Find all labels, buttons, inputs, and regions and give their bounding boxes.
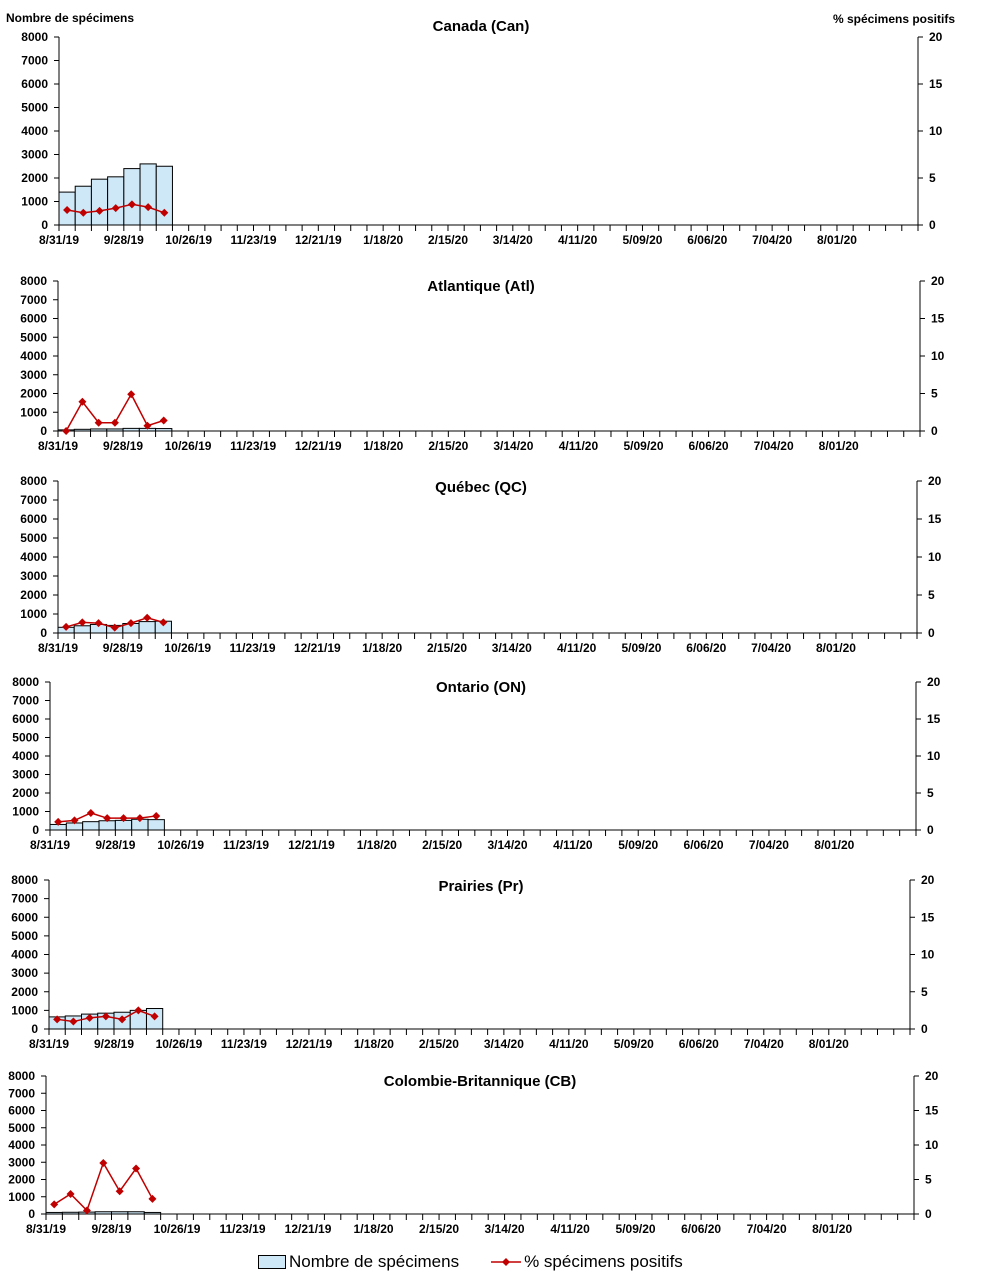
left-tick-label: 6000: [11, 910, 38, 925]
left-tick-label: 4000: [8, 1138, 35, 1152]
x-tick-label: 6/06/20: [686, 641, 727, 655]
right-tick-label: 0: [931, 424, 938, 438]
left-tick-label: 0: [28, 1207, 35, 1221]
right-tick-label: 15: [931, 311, 945, 326]
x-tick-label: 12/21/19: [294, 439, 342, 453]
legend-item-bars: [258, 1252, 459, 1272]
x-tick-label: 4/11/20: [550, 1222, 590, 1236]
x-tick-label: 1/18/20: [362, 641, 403, 655]
x-tick-label: 5/09/20: [615, 1222, 656, 1236]
x-tick-label: 10/26/19: [157, 838, 205, 852]
left-tick-label: 2000: [11, 984, 38, 999]
x-tick-label: 9/28/19: [103, 233, 144, 247]
left-tick-label: 0: [40, 626, 47, 640]
chart-panel-1: [21, 18, 942, 247]
left-tick-label: 8000: [20, 474, 47, 488]
right-tick-label: 0: [925, 1207, 932, 1221]
x-tick-label: 9/28/19: [102, 641, 143, 655]
x-tick-label: 6/06/20: [678, 1037, 719, 1051]
left-tick-label: 4000: [20, 349, 47, 363]
left-tick-label: 5000: [11, 928, 38, 943]
left-tick-label: 4000: [21, 124, 48, 138]
x-tick-label: 3/14/20: [493, 439, 534, 453]
x-tick-label: 10/26/19: [164, 641, 212, 655]
percent-point: [127, 390, 135, 398]
x-tick-label: 8/01/20: [816, 233, 857, 247]
left-tick-label: 2000: [20, 386, 47, 401]
percent-point: [78, 618, 86, 626]
chart-title: Québec (QC): [435, 479, 527, 496]
right-tick-label: 5: [927, 786, 934, 800]
x-tick-label: 8/31/19: [38, 233, 80, 247]
x-tick-label: 11/23/19: [230, 233, 277, 247]
x-tick-label: 12/21/19: [294, 233, 342, 247]
left-tick-label: 8000: [21, 30, 48, 44]
x-tick-label: 7/04/20: [743, 1037, 784, 1051]
x-tick-label: 5/09/20: [618, 838, 659, 852]
x-tick-label: 8/31/19: [37, 439, 79, 453]
chart-panel-4: [12, 675, 940, 852]
left-tick-label: 6000: [20, 311, 47, 326]
left-tick-label: 5000: [20, 330, 47, 345]
x-tick-label: 4/11/20: [557, 233, 598, 247]
x-tick-label: 8/31/19: [29, 838, 71, 852]
x-tick-label: 7/04/20: [753, 439, 794, 453]
left-tick-label: 2000: [21, 171, 48, 185]
left-tick-label: 3000: [20, 569, 47, 583]
x-tick-label: 11/23/19: [229, 641, 276, 655]
left-tick-label: 1000: [12, 804, 39, 819]
left-tick-label: 2000: [8, 1172, 35, 1187]
right-tick-label: 15: [925, 1103, 939, 1118]
left-tick-label: 8000: [8, 1069, 35, 1083]
legend-line-swatch: [491, 1255, 521, 1269]
x-tick-label: 2/15/20: [428, 439, 469, 453]
chart-panel-6: [8, 1069, 938, 1236]
right-tick-label: 10: [925, 1138, 939, 1152]
percent-point: [111, 419, 119, 427]
left-tick-label: 6000: [12, 712, 39, 726]
left-tick-label: 0: [32, 823, 39, 837]
bar-mark: [139, 622, 155, 633]
x-tick-label: 2/15/20: [426, 641, 468, 655]
bar-mark: [75, 186, 91, 225]
left-tick-label: 1000: [8, 1189, 35, 1204]
left-tick-label: 4000: [12, 749, 39, 763]
x-tick-label: 6/06/20: [681, 1222, 722, 1236]
x-tick-label: 10/26/19: [155, 1037, 203, 1051]
left-tick-label: 3000: [8, 1155, 35, 1170]
left-tick-label: 2000: [20, 588, 47, 602]
percent-point: [87, 809, 95, 817]
right-tick-label: 20: [927, 675, 941, 689]
right-tick-label: 15: [927, 712, 941, 726]
left-tick-label: 0: [31, 1022, 38, 1036]
chart-panel-5: [11, 873, 934, 1051]
left-tick-label: 1000: [21, 194, 48, 209]
x-tick-label: 11/23/19: [223, 838, 270, 852]
right-tick-label: 5: [925, 1172, 932, 1187]
right-tick-label: 20: [929, 30, 943, 44]
percent-point: [148, 1195, 156, 1203]
legend-label-bars: Nombre de spécimens: [289, 1252, 460, 1271]
x-tick-label: 9/28/19: [95, 838, 136, 852]
right-tick-label: 5: [929, 171, 936, 185]
right-tick-label: 10: [927, 749, 941, 763]
left-tick-label: 5000: [8, 1120, 35, 1135]
x-tick-label: 4/11/20: [556, 641, 597, 655]
left-tick-label: 1000: [11, 1003, 38, 1018]
x-tick-label: 3/14/20: [491, 641, 532, 655]
legend: [258, 1250, 683, 1274]
left-tick-label: 7000: [21, 53, 48, 68]
left-tick-label: 2000: [12, 786, 39, 800]
x-tick-label: 3/14/20: [492, 233, 533, 247]
x-tick-label: 4/11/20: [549, 1037, 589, 1051]
x-tick-label: 8/01/20: [815, 641, 856, 655]
x-tick-label: 11/23/19: [220, 1037, 267, 1051]
x-tick-label: 10/26/19: [165, 233, 213, 247]
left-tick-label: 3000: [21, 147, 48, 162]
x-tick-label: 5/09/20: [621, 641, 662, 655]
x-tick-label: 4/11/20: [553, 838, 593, 852]
right-tick-label: 0: [921, 1022, 928, 1036]
legend-bar-swatch: [258, 1255, 286, 1269]
x-tick-label: 6/06/20: [683, 838, 724, 852]
percent-point: [143, 614, 151, 622]
bar-mark: [83, 822, 99, 830]
percent-point: [160, 417, 168, 425]
x-tick-label: 3/14/20: [484, 1222, 525, 1236]
x-tick-label: 1/18/20: [353, 1037, 394, 1051]
left-tick-label: 6000: [8, 1103, 35, 1118]
x-tick-label: 3/14/20: [483, 1037, 524, 1051]
x-tick-label: 6/06/20: [688, 439, 729, 453]
bar-mark: [148, 820, 164, 830]
x-tick-label: 1/18/20: [363, 439, 404, 453]
chart-title: Colombie-Britannique (CB): [383, 1073, 577, 1090]
bar-mark: [140, 164, 156, 225]
percent-point: [50, 1200, 58, 1208]
percent-point: [99, 1159, 107, 1167]
legend-label-line: % spécimens positifs: [524, 1252, 683, 1271]
left-axis-title: Nombre de spécimens: [6, 11, 135, 25]
x-tick-label: 12/21/19: [288, 838, 335, 852]
left-tick-label: 7000: [12, 693, 39, 708]
x-tick-label: 8/31/19: [37, 641, 79, 655]
x-tick-label: 9/28/19: [93, 1037, 135, 1051]
right-tick-label: 20: [921, 873, 935, 887]
percent-point: [152, 812, 160, 820]
left-tick-label: 3000: [20, 367, 47, 382]
left-tick-label: 4000: [20, 550, 47, 564]
x-tick-label: 8/01/20: [808, 1037, 849, 1051]
left-tick-label: 5000: [12, 730, 39, 745]
left-tick-label: 5000: [21, 100, 48, 115]
right-tick-label: 15: [928, 512, 942, 526]
bar-mark: [91, 179, 107, 225]
right-tick-label: 5: [921, 984, 928, 999]
x-tick-label: 8/31/19: [28, 1037, 70, 1051]
right-axis-title: % spécimens positifs: [832, 12, 955, 26]
right-tick-label: 20: [925, 1069, 939, 1083]
left-tick-label: 0: [40, 424, 47, 438]
left-tick-label: 5000: [20, 531, 47, 545]
right-tick-label: 15: [929, 77, 943, 91]
left-tick-label: 3000: [12, 767, 39, 782]
x-tick-label: 12/21/19: [293, 641, 341, 655]
right-tick-label: 20: [928, 474, 942, 488]
chart-title: Canada (Can): [432, 18, 530, 35]
x-tick-label: 6/06/20: [687, 233, 728, 247]
left-tick-label: 7000: [20, 292, 47, 307]
left-tick-label: 6000: [20, 512, 47, 526]
left-tick-label: 7000: [20, 493, 47, 507]
x-tick-label: 12/21/19: [285, 1037, 333, 1051]
right-tick-label: 10: [931, 349, 945, 363]
x-tick-label: 10/26/19: [164, 439, 212, 453]
x-tick-label: 2/15/20: [422, 838, 463, 852]
left-tick-label: 8000: [11, 873, 38, 887]
x-tick-label: 5/09/20: [613, 1037, 654, 1051]
left-tick-label: 7000: [11, 891, 38, 906]
left-tick-label: 6000: [21, 77, 48, 91]
left-tick-label: 1000: [20, 405, 47, 420]
left-tick-label: 4000: [11, 947, 38, 962]
chart-title: Ontario (ON): [436, 679, 526, 696]
left-tick-label: 8000: [20, 274, 47, 288]
x-tick-label: 2/15/20: [419, 1222, 460, 1236]
right-tick-label: 10: [921, 947, 935, 962]
x-tick-label: 8/01/20: [812, 1222, 853, 1236]
x-tick-label: 5/09/20: [622, 233, 663, 247]
x-tick-label: 3/14/20: [487, 838, 528, 852]
x-tick-label: 12/21/19: [284, 1222, 332, 1236]
bar-mark: [108, 177, 124, 225]
x-tick-label: 1/18/20: [363, 233, 404, 247]
right-tick-label: 5: [928, 588, 935, 602]
x-tick-label: 7/04/20: [748, 838, 789, 852]
x-tick-label: 5/09/20: [623, 439, 664, 453]
x-tick-label: 2/15/20: [418, 1037, 459, 1051]
percent-point: [62, 427, 70, 435]
x-tick-label: 1/18/20: [353, 1222, 394, 1236]
x-tick-label: 8/31/19: [25, 1222, 67, 1236]
chart-panel-2: [20, 274, 944, 453]
x-tick-label: 2/15/20: [427, 233, 469, 247]
chart-title: Atlantique (Atl): [427, 278, 535, 295]
x-tick-label: 8/01/20: [818, 439, 859, 453]
x-tick-label: 8/01/20: [814, 838, 855, 852]
right-tick-label: 0: [927, 823, 934, 837]
right-tick-label: 0: [928, 626, 935, 640]
legend-item-line: [491, 1252, 683, 1272]
x-tick-label: 1/18/20: [356, 838, 397, 852]
x-tick-label: 7/04/20: [752, 233, 793, 247]
right-tick-label: 15: [921, 910, 935, 925]
bar-mark: [74, 626, 90, 633]
bar-mark: [124, 169, 140, 225]
x-tick-label: 7/04/20: [746, 1222, 787, 1236]
left-tick-label: 3000: [11, 966, 38, 981]
x-tick-label: 11/23/19: [219, 1222, 266, 1236]
x-tick-label: 10/26/19: [153, 1222, 201, 1236]
chart-panel-3: [20, 474, 941, 655]
x-tick-label: 7/04/20: [751, 641, 792, 655]
left-tick-label: 0: [41, 218, 48, 232]
right-tick-label: 20: [931, 274, 945, 288]
chart-title: Prairies (Pr): [438, 878, 524, 895]
left-tick-label: 1000: [20, 607, 47, 621]
right-tick-label: 0: [929, 218, 936, 232]
right-tick-label: 10: [929, 124, 943, 138]
left-tick-label: 8000: [12, 675, 39, 689]
x-tick-label: 4/11/20: [558, 439, 599, 453]
right-tick-label: 10: [928, 550, 942, 564]
x-tick-label: 9/28/19: [91, 1222, 132, 1236]
left-tick-label: 7000: [8, 1086, 35, 1101]
right-tick-label: 5: [931, 386, 938, 401]
x-tick-label: 11/23/19: [230, 439, 277, 453]
x-tick-label: 9/28/19: [103, 439, 144, 453]
